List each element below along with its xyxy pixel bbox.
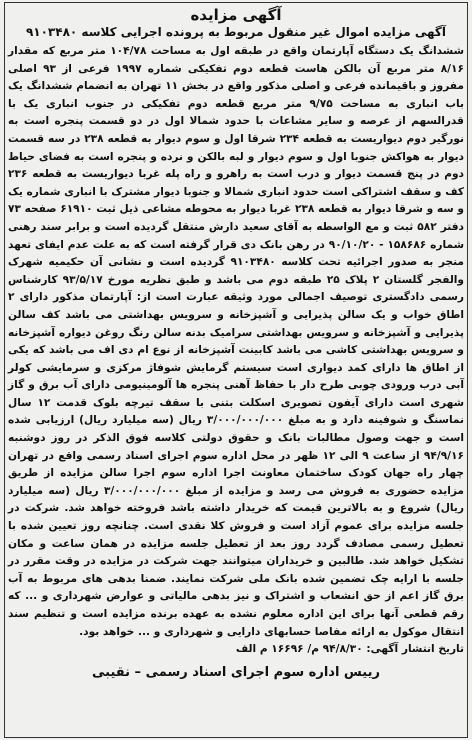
publication-date: تاریخ انتشار آگهی: ۹۴/۸/۳۰ م/ ۱۶۶۹۶ م الف (235, 643, 464, 656)
notice-border (4, 2, 468, 738)
notice-subheading: آگهی مزایده اموال غیر منقول مربوط به پرونده اجرایی کلاسه ۹۱۰۳۴۸۰ (25, 25, 447, 39)
notice-body: ششدانگ یک دستگاه آپارتمان واقع در طبقه اول به مساحت ۱۰۴/۷۸ متر مربع که مقدار ۸/۱۶ متر مربع آن بالکن هاست قطعه دوم تفکیکی شماره ۱۹۹۷ فرعی از ۹۳ اصلی مفروز و باقیمانده فرعی و اصلی مذکور واقع در بخش ۱۱ تهران به انضمام ششدانگ یک باب انباری به مساحت ۹/۷۵ متر مربع قطعه دوم تفکیکی در جنوب انباری یک با قدرالسهم از عرصه و سایر مشاعات با حدود شمالا اول در دو قسمت پنجره است به نورگیر دوم دیواریست به قطعه ۲۳۴ شرقا اول و سوم دیوار به قطعه ۲۳۸ در سه قسمت دیوار به هواکش جنوبا اول و سوم دیوار و لبه بالکن و نرده و پنجره است به فضای حیاط دوم در پنج قسمت دیوار و درب است به راهرو و راه پله غربا دیواریست به قطعه ۲۳۶ کف و سقف اشتراکی است حدود انباری شمالا و جنوبا دیوار مشترک با انباری شماره یک و سه و شرقا دیوار به قطعه ۲۳۸ غربا دیوار به محوطه مشاعی ذیل ثبت ۶۱۹۱۰ صفحه ۷۳ دفتر ۵۸۲ ثبت و مع الواسطه به آقای سعید دارش منتقل گردیده است و برابر سند رهنی شماره ۱۵۸۶۸۶ - ۹۰/۱۰/۲۰ در رهن بانک دی قرار گرفته است که به علت عدم ایفای تعهد منجر به صدور اجرائیه تحت کلاسه ۹۱۰۳۴۸۰ گردیده است و نشانی آن حکیمیه شهرک والفجر گلستان ۲ پلاک ۲۵ طبقه دوم می باشد و طبق نظریه مورخ ۹۳/۵/۱۷ کارشناس رسمی دادگستری توصیف اجمالی مورد وثیقه عبارت است از: آپارتمان مذکور دارای ۲ اطاق خواب و یک سالن پذیرایی و آشپزخانه و سرویس بهداشتی می باشد کف سالن پذیرایی و آشپزخانه و سرویس بهداشتی سرامیک بدنه سالن رنگ روغن دیواره آشپزخانه و سرویس بهداشتی کاشی می باشد کابینت آشپزخانه از نوع ام دی اف می باشد که یکی از اطاق ها دارای کمد دیواری است سیستم گرمایش شوفاژ مرکزی و سرمایشی کولر آبی درب ورودی چوبی طرح دار با حفاظ آهنی پنجره ها آلومینیومی دارای آب برق و گاز شهری است دارای آیفون تصویری اسکلت بتنی با سقف تیرچه بلوک قدمت ۱۲ سال نماسنگ و شوفینه دارد و به مبلغ ۳/۰۰۰/۰۰۰/۰۰۰ ریال (سه میلیارد ریال) ارزیابی شده است و جهت وصول مطالبات بانک و حقوق دولتی کلاسه فوق الذکر در روز دوشنبه ۹۴/۹/۱۶ از ساعت ۹ الی ۱۲ ظهر در محل اداره سوم اجرای اسناد رسمی واقع در تهران چهار راه جهان کودک ساختمان معاونت اجرا اداره سوم اجرا سالن مزایده از طریق مزایده حضوری به فروش می رسد و مزایده از مبلغ ۳/۰۰۰/۰۰۰/۰۰۰ ریال (سه میلیارد ریال) شروع و به بالاترین قیمت که خریدار داشته باشد فروخته خواهد شد. شرکت در جلسه مزایده برای عموم آزاد است و فروش کلا نقدی است. چنانچه روز تعیین شده با تعطیل رسمی مصادف گردد روز بعد از تعطیل جلسه مزایده در همان ساعت و مکان تشکیل خواهد شد. طالبین و خریداران میتوانند جهت شرکت در مزایده در وقت مقرر در جلسه با ارایه چک تضمین شده بانک ملی شرکت نمایند. ضمنا بدهی های مربوط به آب برق گاز اعم از حق انشعاب و اشتراک و نیز بدهی مالیاتی و عوارض شهرداری و ... که رقم قطعی آنها برای این اداره معلوم نشده به عهده برنده مزایده است و تنظیم سند انتقال موکول به ارائه مفاصا حسابهای دارایی و شهرداری و ... خواهد بود. (8, 45, 465, 638)
signature-line: رییس اداره سوم اجرای اسناد رسمی – نقیبی (92, 664, 380, 680)
notice-heading: آگهی مزایده (190, 6, 282, 24)
